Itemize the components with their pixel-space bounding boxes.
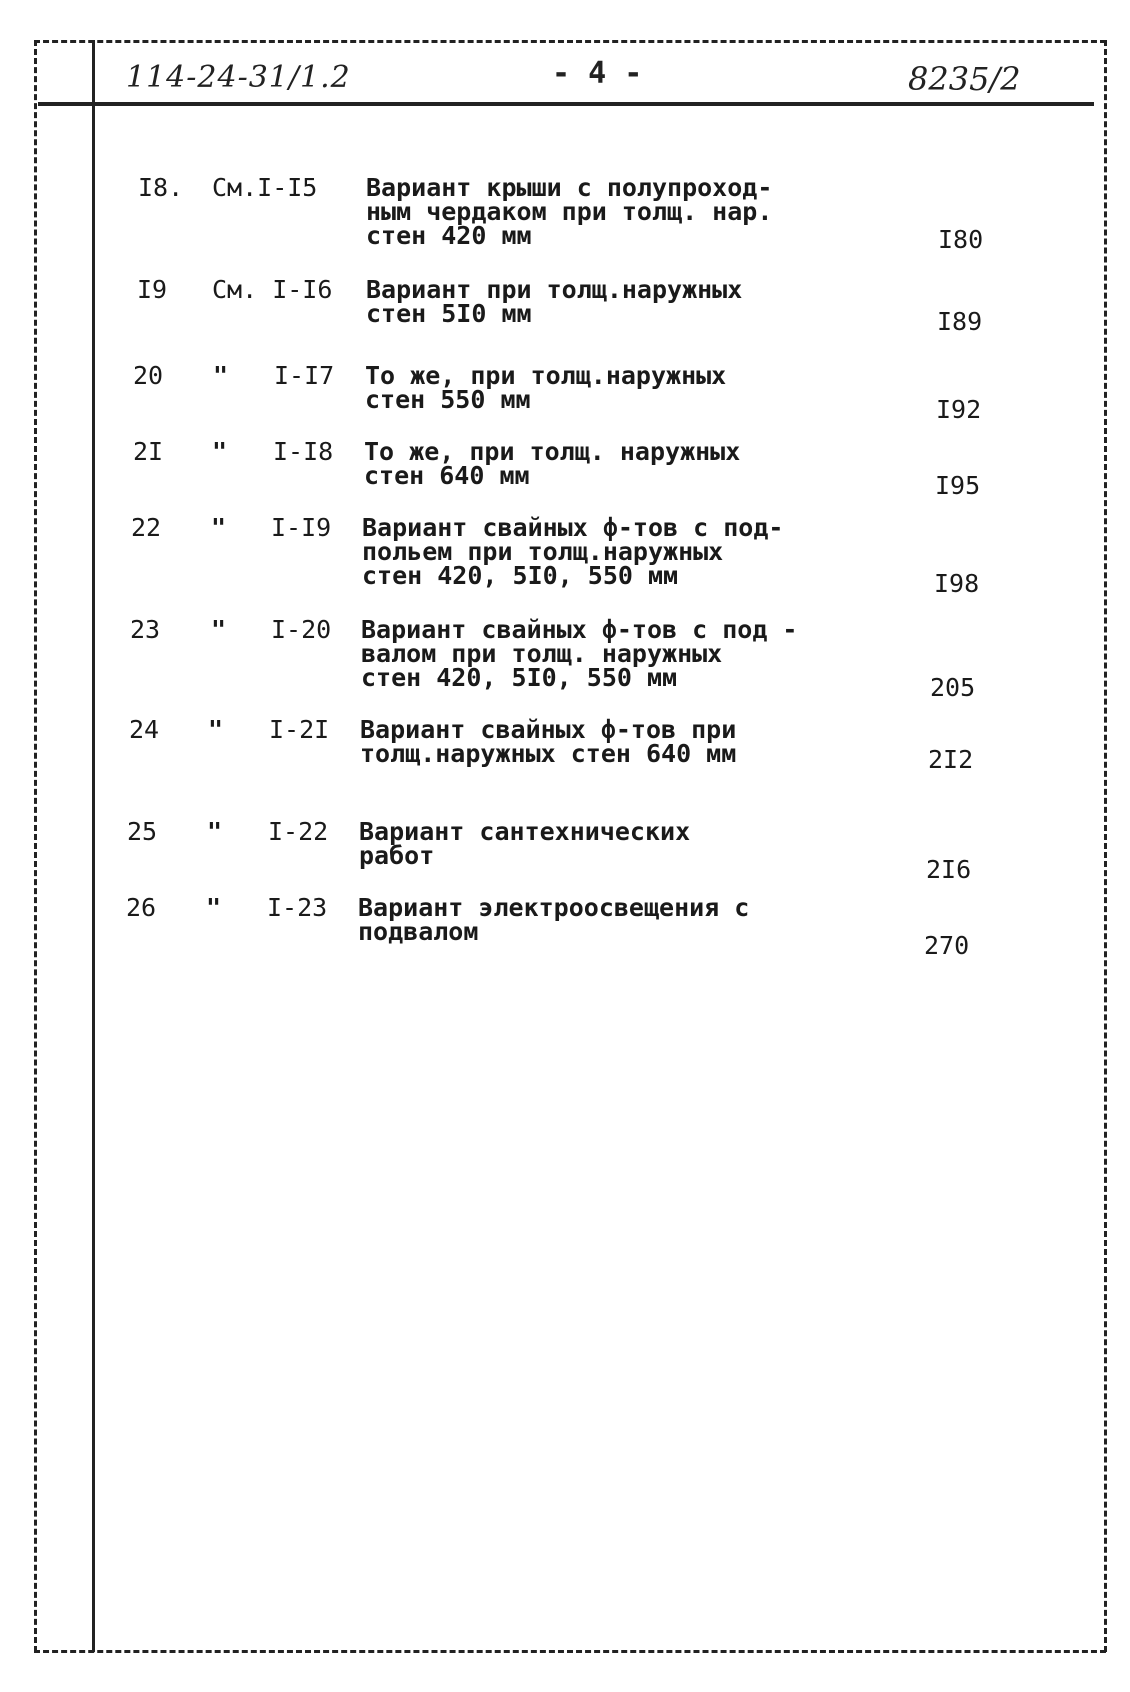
row-number: 26 bbox=[126, 893, 157, 922]
description-line: стен 5I0 мм bbox=[366, 299, 532, 328]
ditto-mark: " bbox=[206, 893, 222, 922]
description-line: ным чердаком при толщ. нар. bbox=[366, 197, 773, 226]
description-line: подвалом bbox=[358, 917, 479, 946]
page-reference: 205 bbox=[930, 673, 976, 702]
description-line: работ bbox=[359, 841, 435, 870]
description-line: стен 640 мм bbox=[364, 461, 530, 490]
description-line: валом при толщ. наружных bbox=[361, 639, 723, 668]
sheet-reference: I-23 bbox=[267, 893, 328, 922]
row-number: 24 bbox=[129, 715, 160, 744]
row-number: 23 bbox=[130, 615, 161, 644]
page-reference: I92 bbox=[936, 395, 982, 424]
ditto-mark: " bbox=[212, 437, 228, 466]
page-reference: I80 bbox=[938, 225, 984, 254]
description-line: стен 420, 5I0, 550 мм bbox=[361, 663, 678, 692]
description-line: польем при толщ.наружных bbox=[362, 537, 724, 566]
header-rule bbox=[38, 102, 1094, 106]
ditto-mark: " bbox=[208, 715, 224, 744]
row-description bbox=[361, 615, 821, 692]
row-number: 22 bbox=[131, 513, 162, 542]
row-number: 20 bbox=[133, 361, 164, 390]
row-description bbox=[364, 437, 824, 490]
ditto-mark: " bbox=[213, 361, 229, 390]
description-line: стен 420, 5I0, 550 мм bbox=[362, 561, 679, 590]
description-line: То же, при толщ. наружных bbox=[364, 437, 741, 466]
sheet-reference: I-20 bbox=[271, 615, 332, 644]
row-number: 25 bbox=[127, 817, 158, 846]
description-line: Вариант свайных ф-тов с под- bbox=[362, 513, 784, 542]
page-frame-left bbox=[34, 40, 37, 1652]
ditto-mark: " bbox=[207, 817, 223, 846]
page-frame-top bbox=[34, 40, 1106, 43]
page-frame-bottom bbox=[34, 1650, 1106, 1653]
description-line: стен 550 мм bbox=[365, 385, 531, 414]
page-reference: I95 bbox=[935, 471, 981, 500]
row-description bbox=[365, 361, 825, 414]
page-reference: I98 bbox=[934, 569, 980, 598]
sheet-code: 8235/2 bbox=[908, 60, 1021, 98]
document-code: 114-24-31/1.2 bbox=[126, 60, 351, 95]
description-line: Вариант свайных ф-тов при bbox=[360, 715, 737, 744]
row-description bbox=[366, 173, 826, 250]
description-line: То же, при толщ.наружных bbox=[365, 361, 727, 390]
page-number: - 4 - bbox=[552, 56, 643, 91]
row-description bbox=[358, 893, 818, 946]
ditto-mark: " bbox=[211, 513, 227, 542]
description-line: Вариант электроосвещения с bbox=[358, 893, 750, 922]
row-description bbox=[359, 817, 819, 870]
row-number: I9 bbox=[137, 275, 168, 304]
page-reference: 2I6 bbox=[926, 855, 972, 884]
sheet-reference: I-I8 bbox=[273, 437, 334, 466]
sheet-reference: См.I-I5 bbox=[212, 173, 318, 202]
page-reference: I89 bbox=[937, 307, 983, 336]
page-frame-right bbox=[1104, 40, 1107, 1652]
row-description bbox=[366, 275, 826, 328]
description-line: толщ.наружных стен 640 мм bbox=[360, 739, 737, 768]
sheet-reference: I-22 bbox=[268, 817, 329, 846]
description-line: Вариант при толщ.наружных bbox=[366, 275, 743, 304]
binding-margin-line bbox=[92, 40, 95, 1652]
row-description bbox=[360, 715, 820, 768]
sheet-reference: I-I7 bbox=[274, 361, 335, 390]
sheet-reference: См. I-I6 bbox=[212, 275, 333, 304]
sheet-reference: I-I9 bbox=[271, 513, 332, 542]
row-number: I8. bbox=[138, 173, 184, 202]
description-line: Вариант сантехнических bbox=[359, 817, 691, 846]
description-line: Вариант свайных ф-тов с под - bbox=[361, 615, 798, 644]
description-line: Вариант крыши с полупроход- bbox=[366, 173, 773, 202]
description-line: стен 420 мм bbox=[366, 221, 532, 250]
row-number: 2I bbox=[133, 437, 164, 466]
ditto-mark: " bbox=[211, 615, 227, 644]
page-reference: 2I2 bbox=[928, 745, 974, 774]
page-reference: 270 bbox=[924, 931, 970, 960]
sheet-reference: I-2I bbox=[269, 715, 330, 744]
row-description bbox=[362, 513, 822, 590]
